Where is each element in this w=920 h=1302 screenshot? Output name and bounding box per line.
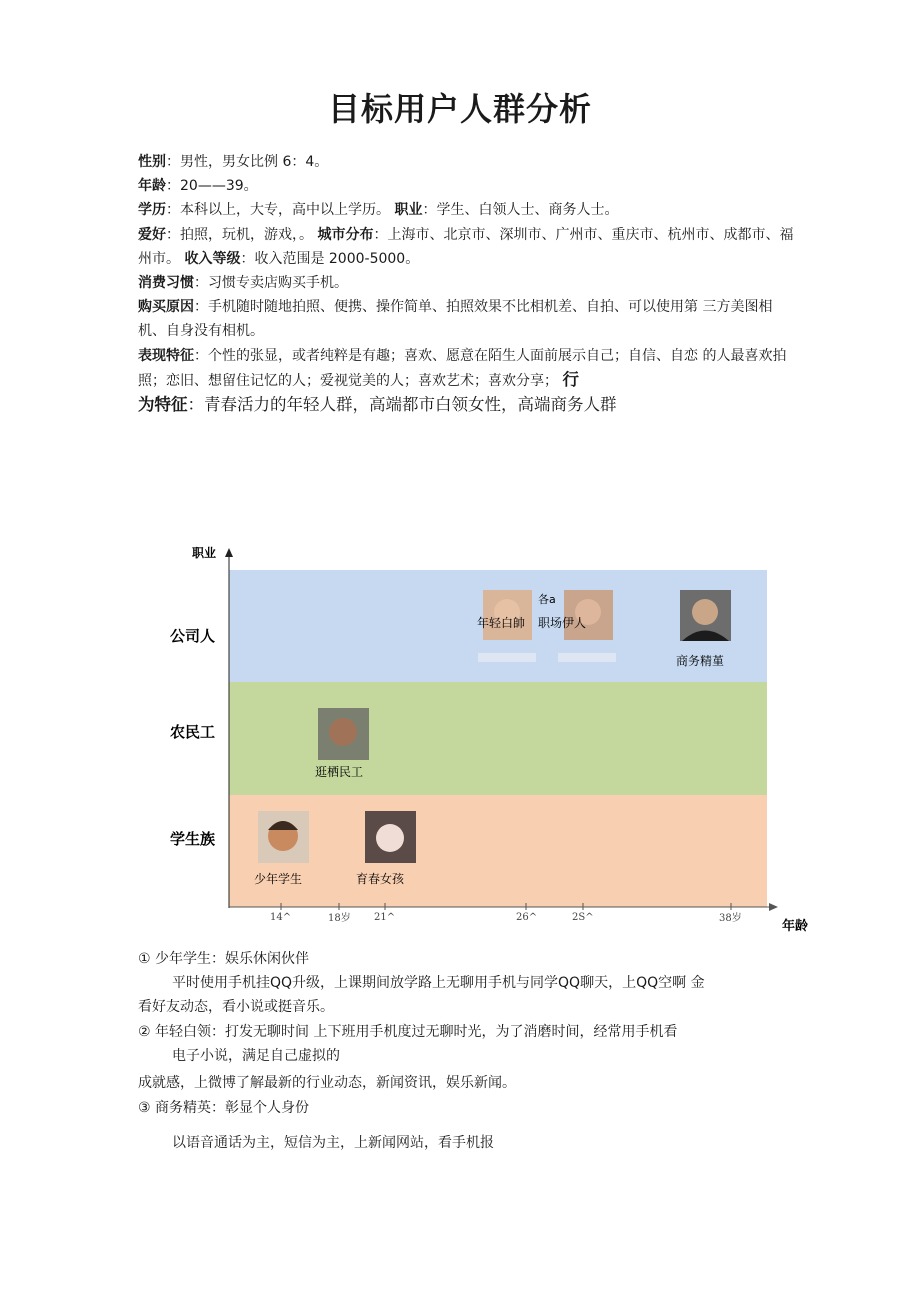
persona-label: 年轻白帥 <box>477 616 526 630</box>
y-axis-title: 职业 <box>192 546 217 560</box>
band-student <box>229 795 767 907</box>
x-tick-label: 38岁 <box>719 913 742 924</box>
faded-caption <box>558 653 616 662</box>
chart-annotation: 各a <box>538 593 556 606</box>
note-1-title: ① 少年学生：娱乐休闲伙伴 <box>138 951 310 967</box>
face-icon <box>329 718 357 746</box>
persona-label: 商务精堇 <box>676 654 725 668</box>
x-axis-arrow <box>769 903 778 911</box>
note-3-body: 以语音通话为主，短信为主，上新闻网站，看手机报 <box>172 1135 494 1151</box>
note-3-title: ③ 商务精英：彰显个人身份 <box>138 1100 310 1116</box>
band-label-company: 公司人 <box>170 627 216 645</box>
faded-caption <box>478 653 536 662</box>
persona-label: 育春女孩 <box>356 872 405 886</box>
note-1-body: 平时使用手机挂QQ升级，上课期间放学路上无聊用手机与同学QQ聊天，上QQ空啊 金 <box>172 975 705 991</box>
note-2-body: 电子小说，满足自己虚拟的 <box>172 1048 340 1064</box>
face-icon <box>376 824 404 852</box>
habit-line: 消费习惯：习惯专卖店购买手机。 <box>138 275 348 292</box>
x-tick-label: 21^ <box>374 912 396 923</box>
persona-business-elite <box>676 590 731 668</box>
profile-summary <box>138 150 798 418</box>
persona-label: 少年学生 <box>254 872 303 886</box>
persona-migrant-worker <box>315 708 369 779</box>
band-migrant <box>229 682 767 795</box>
persona-teen-student <box>254 811 309 886</box>
x-tick-label: 26^ <box>516 912 538 923</box>
reason-line: 购买原因：手机随时随地拍照、便携、操作简单、拍照效果不比相机差、自拍、可以使用第 三方美图相机、自身没有相机。 <box>138 299 773 340</box>
trait-behavior-line: 表现特征：个性的张显，或者纯粹是有趣；喜欢、愿意在陌生人面前展示自己；自信、自恋 的人最喜欢拍照；恋旧、想留住记忆的人；爱视觉美的人；喜欢艺术；喜欢分享； 行 为特征：青春活力的年轻人群，高端都市白领女性，高端商务人群 <box>138 347 787 415</box>
gender-line: 性别：男性，男女比例 6：4。 <box>138 154 329 170</box>
y-axis-arrow <box>225 548 233 557</box>
x-tick-label: 18岁 <box>328 913 351 924</box>
x-tick-label: 14^ <box>270 912 292 923</box>
x-axis-title: 年龄 <box>782 919 809 934</box>
note-1-body-cont: 看好友动态，看小说或挺音乐。 <box>138 999 334 1015</box>
x-tick-label: 2S^ <box>572 912 594 923</box>
hobby-city-income-line: 爱好：拍照，玩机，游戏，。 城市分布：上海市、北京市、深圳市、广州市、重庆市、杭州市、成都市、福州市。 收入等级：收入范围是 2000-5000。 <box>138 226 794 267</box>
education-occupation-line: 学历：本科以上，大专，高中以上学历。 职业：学生、白领人士、商务人士。 <box>138 202 619 219</box>
persona-label: 逛栖民工 <box>315 765 364 779</box>
page-title: 目标用户人群分析 <box>327 90 592 128</box>
note-2-title: ② 年轻白领：打发无聊时间 上下班用手机度过无聊时光，为了消磨时间，经常用手机看 <box>138 1024 678 1040</box>
persona-label: 职场伊人 <box>538 616 587 630</box>
band-label-migrant: 农民工 <box>170 723 216 741</box>
band-label-student: 学生族 <box>170 830 216 848</box>
face-icon <box>692 599 718 625</box>
note-2-body-cont: 成就感，上微博了解最新的行业动态，新闻资讯，娱乐新闻。 <box>138 1075 516 1091</box>
age-line: 年龄：20——39。 <box>138 178 258 195</box>
